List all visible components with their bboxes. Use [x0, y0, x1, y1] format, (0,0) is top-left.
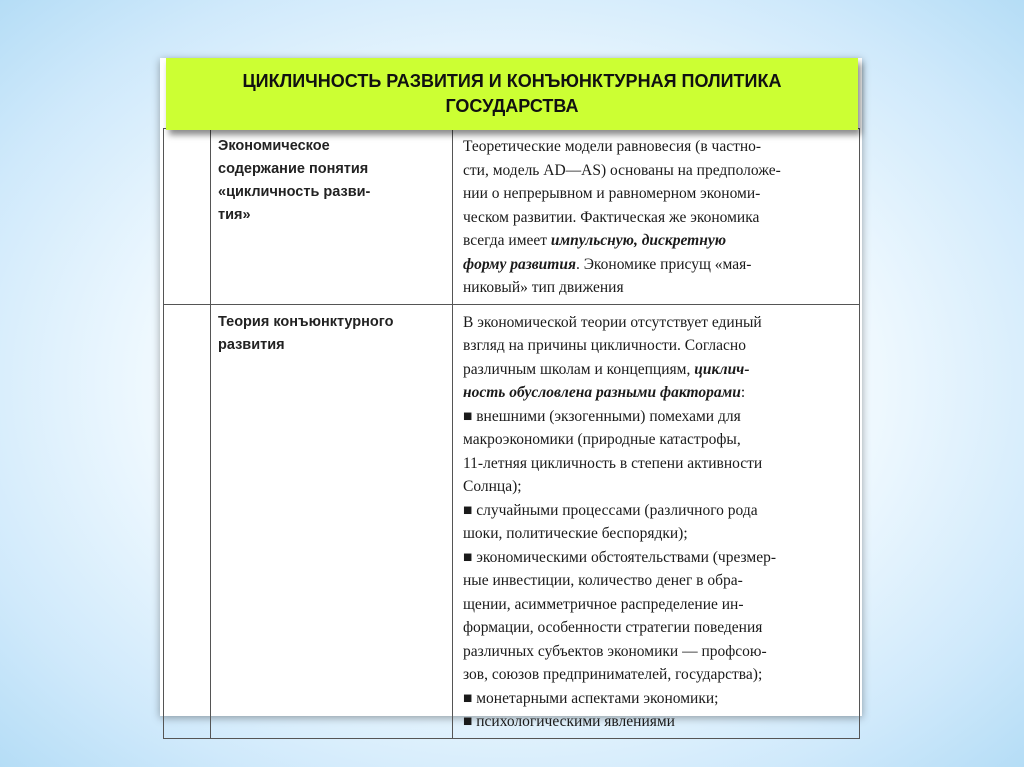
desc-emphasis: форму развития	[463, 255, 576, 273]
desc-line: нии о непрерывном и равномерном экономи-	[463, 185, 761, 202]
desc-line: сти, модель AD—AS) основаны на предположе-	[463, 161, 781, 179]
desc-emphasis: импульсную, дискретную	[550, 232, 727, 249]
empty-cell	[164, 129, 211, 305]
desc-text: различным школам и концепциям,	[463, 360, 695, 378]
desc-text: :	[740, 384, 746, 401]
description-text	[453, 305, 859, 738]
desc-line	[463, 358, 853, 382]
desc-line: шоки, политические беспорядки);	[463, 525, 688, 542]
term-line: «цикличность разви-	[218, 184, 371, 200]
term-cell	[211, 129, 453, 305]
term-line: тия»	[218, 207, 251, 223]
term-text	[211, 305, 452, 357]
empty-cell	[164, 304, 211, 738]
desc-line: ■ случайными процессами (различного рода	[463, 501, 758, 519]
desc-line: Солнца);	[463, 478, 522, 495]
title-line-2: ГОСУДАРСТВА	[445, 96, 579, 116]
term-cell	[211, 304, 453, 738]
content-table	[163, 128, 860, 739]
description-text	[453, 129, 859, 304]
desc-text: . Экономике присущ «мая-	[575, 255, 752, 273]
desc-emphasis: циклич-	[694, 360, 750, 378]
table-row	[164, 304, 860, 738]
desc-line: зов, союзов предпринимателей, государства);	[463, 666, 763, 683]
desc-line: различных субъектов экономики — профсою-	[463, 642, 767, 660]
desc-text: всегда имеет	[463, 232, 551, 249]
desc-line: макроэкономики (природные катастрофы,	[463, 431, 741, 448]
desc-line	[463, 229, 853, 253]
desc-line: ческом развитии. Фактическая же экономика	[463, 208, 760, 226]
desc-line: ■ экономическими обстоятельствами (чрезмер-	[463, 548, 777, 566]
desc-emphasis: ность обусловлена разными факторами	[463, 384, 741, 401]
description-cell	[453, 129, 860, 305]
desc-line: никовый» тип движения	[463, 279, 624, 296]
title-line-1: ЦИКЛИЧНОСТЬ РАЗВИТИЯ И КОНЪЮНКТУРНАЯ ПОЛИТИКА	[242, 71, 782, 91]
desc-line: взгляд на причины цикличности. Согласно	[463, 337, 746, 354]
description-cell	[453, 304, 860, 738]
desc-line: ные инвестиции, количество денег в обра-	[463, 572, 743, 589]
term-line: развития	[218, 336, 285, 353]
desc-line: ■ внешними (экзогенными) помехами для	[463, 407, 741, 425]
term-text	[211, 129, 452, 227]
table-row	[164, 129, 860, 305]
desc-line: 11-летняя цикличность в степени активности	[463, 454, 763, 472]
desc-line: ■ психологическими явлениями	[463, 713, 675, 730]
term-line: Теория конъюнктурного	[218, 313, 394, 330]
title-banner	[166, 58, 858, 130]
desc-line: ■ монетарными аспектами экономики;	[463, 689, 719, 707]
desc-line: щении, асимметричное распределение ин-	[463, 595, 744, 613]
desc-line: Теоретические модели равновесия (в частно-	[463, 138, 762, 155]
desc-line: В экономической теории отсутствует единый	[463, 313, 762, 331]
desc-line	[463, 381, 853, 405]
term-line: содержание понятия	[218, 161, 369, 177]
desc-line: формации, особенности стратегии поведения	[463, 619, 763, 636]
desc-line	[463, 253, 853, 277]
term-line: Экономическое	[218, 138, 330, 154]
